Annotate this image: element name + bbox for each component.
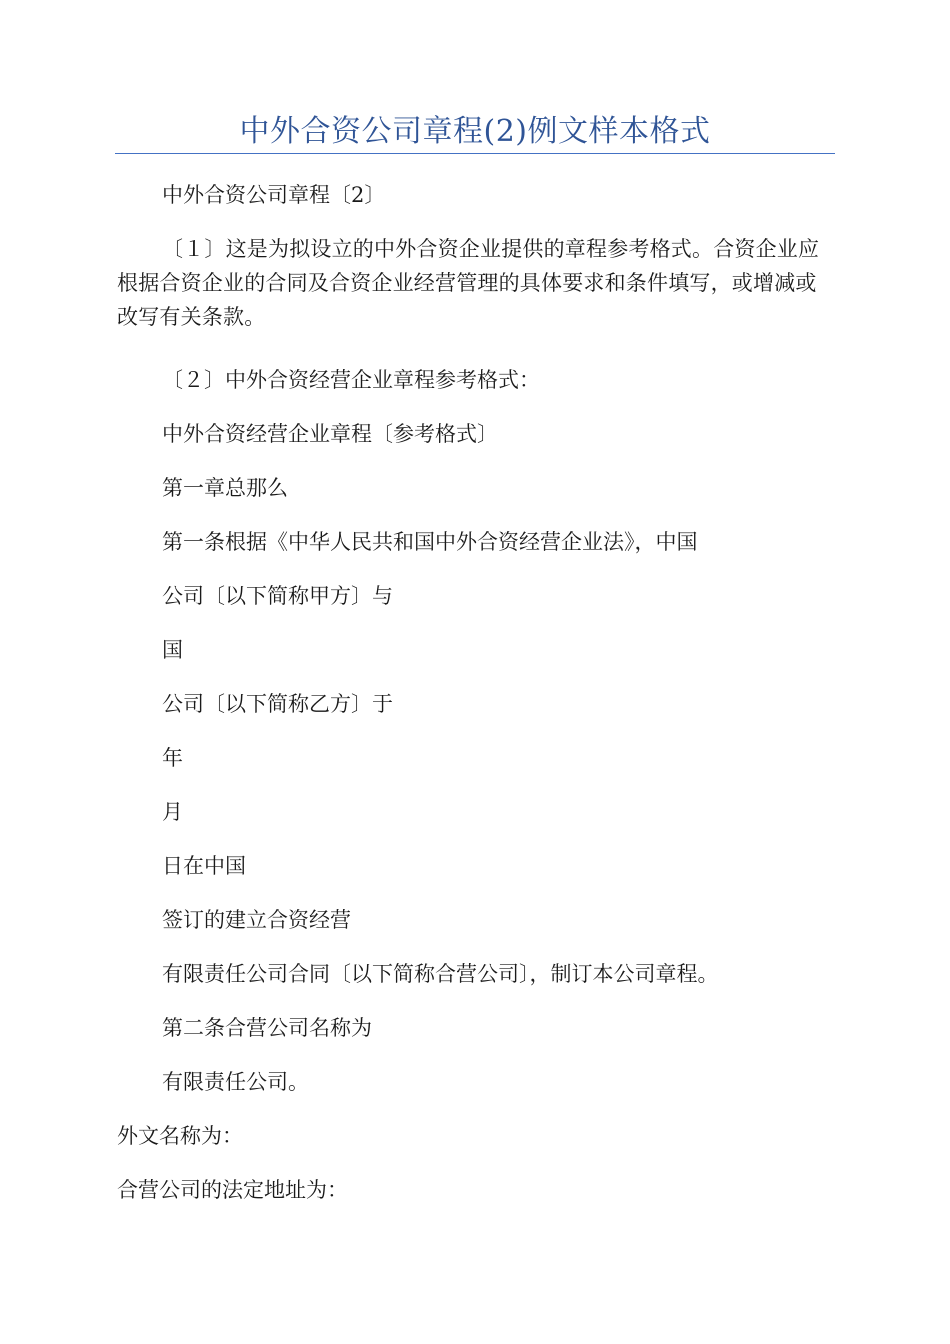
paragraph-country: 国 (162, 638, 183, 662)
paragraph-day: 日在中国 (162, 854, 246, 878)
paragraph-note-2: 〔２〕中外合资经营企业章程参考格式： (162, 368, 540, 392)
paragraph-article-2: 第二条合营公司名称为 (162, 1016, 372, 1040)
paragraph-article-1: 第一条根据《中华人民共和国中外合资经营企业法》，中国 (162, 530, 698, 554)
paragraph-charter-heading: 中外合资经营企业章程〔参考格式〕 (162, 422, 498, 446)
paragraph-note-1: 〔１〕这是为拟设立的中外合资企业提供的章程参考格式。合资企业应根据合资企业的合同及合资企业经营管理的具体要求和条件填写，或增减或改写有关条款。 (117, 237, 820, 329)
paragraph-llc-contract: 有限责任公司合同〔以下简称合营公司〕，制订本公司章程。 (162, 962, 719, 986)
paragraph-llc: 有限责任公司。 (162, 1070, 309, 1094)
paragraph-legal-address: 合营公司的法定地址为： (117, 1178, 348, 1202)
paragraph-subtitle: 中外合资公司章程〔2〕 (162, 183, 386, 207)
paragraph-signed: 签订的建立合资经营 (162, 908, 351, 932)
paragraph-foreign-name: 外文名称为： (117, 1124, 243, 1148)
paragraph-party-b: 公司〔以下简称乙方〕于 (162, 692, 393, 716)
paragraph-chapter-1: 第一章总那么 (162, 476, 288, 500)
paragraph-year: 年 (162, 746, 183, 770)
paragraph-party-a: 公司〔以下简称甲方〕与 (162, 584, 393, 608)
title-underline (115, 153, 835, 154)
paragraph-month: 月 (162, 800, 183, 824)
document-title: 中外合资公司章程(2)例文样本格式 (239, 114, 711, 149)
